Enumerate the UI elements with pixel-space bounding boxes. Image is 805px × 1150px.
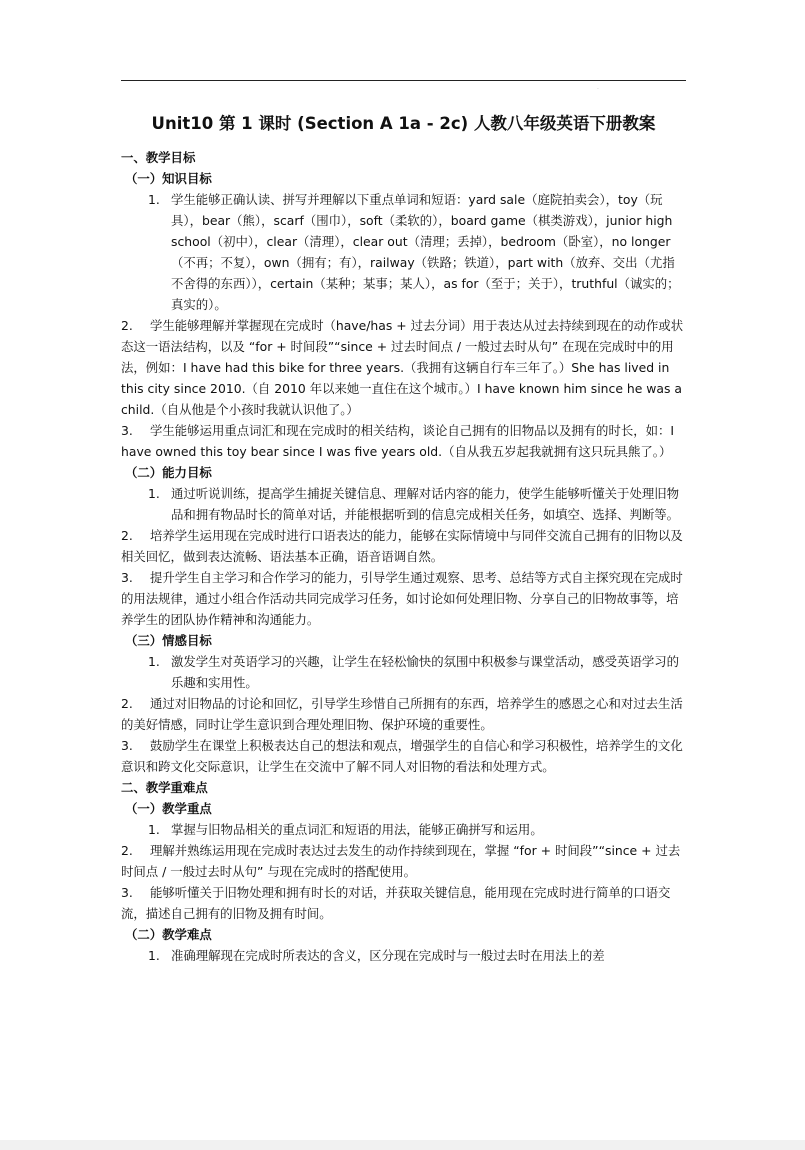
list-item	[121, 819, 686, 840]
paragraph-number: 2.	[121, 318, 133, 333]
paragraph-number: 2.	[121, 528, 133, 543]
paragraph-text: 培养学生运用现在完成时进行口语表达的能力，能够在实际情境中与同伴交流自己拥有的旧物以及相关回忆，做到表达流畅、语法基本正确，语音语调自然。	[121, 528, 683, 564]
list-item	[121, 483, 686, 525]
subsection-heading: （三）情感目标	[125, 633, 212, 648]
paragraph	[121, 840, 686, 882]
document-title: Unit10 第 1 课时 (Section A 1a - 2c) 人教八年级英语下册教案	[151, 114, 656, 133]
subsection-heading: （二）能力目标	[125, 465, 212, 480]
subsection-heading: （一）知识目标	[125, 171, 212, 186]
paragraph-text: 提升学生自主学习和合作学习的能力，引导学生通过观察、思考、总结等方式自主探究现在完成时的用法规律，通过小组合作活动共同完成学习任务，如讨论如何处理旧物、分享自己的旧物故事等，培养学生的团队协作精神和沟通能力。	[121, 570, 683, 627]
subsection-heading: （一）教学重点	[125, 801, 212, 816]
list-text: 准确理解现在完成时所表达的含义，区分现在完成时与一般过去时在用法上的差	[171, 948, 605, 963]
paragraph	[121, 420, 686, 462]
paragraph	[121, 735, 686, 777]
paragraph	[121, 567, 686, 630]
paragraph-text: 鼓励学生在课堂上积极表达自己的想法和观点，增强学生的自信心和学习积极性，培养学生的文化意识和跨文化交际意识，让学生在交流中了解不同人对旧物的看法和处理方式。	[121, 738, 683, 774]
paragraph-text: 学生能够运用重点词汇和现在完成时的相关结构，谈论自己拥有的旧物品以及拥有的时长，如：I have owned this toy bear since I was five years old.（自从我五岁起我就拥有这只玩具熊了。）	[121, 423, 675, 459]
paragraph-text: 学生能够理解并掌握现在完成时（have/has + 过去分词）用于表达从过去持续到现在的动作或状态这一语法结构，以及 “for + 时间段”“since + 过去时间点 / 一般过去时从句” 在现在完成时中的用法，例如：I have had this bike for three years.（我拥有这辆自行车三年了。）She has lived in this city since 2010.（自 2010 年以来她一直住在这个城市。）I have known him since he was a child.（自从他是个小孩时我就认识他了。）	[121, 318, 684, 417]
section-heading: 一、教学目标	[121, 150, 196, 165]
paragraph	[121, 882, 686, 924]
list-number: 1.	[148, 192, 160, 207]
list-text: 通过听说训练，提高学生捕捉关键信息、理解对话内容的能力，使学生能够听懂关于处理旧物品和拥有物品时长的简单对话，并能根据听到的信息完成相关任务，如填空、选择、判断等。	[171, 486, 680, 522]
paragraph-text: 通过对旧物品的讨论和回忆，引导学生珍惜自己所拥有的东西，培养学生的感恩之心和对过去生活的美好情感，同时让学生意识到合理处理旧物、保护环境的重要性。	[121, 696, 683, 732]
page-mark: ·	[597, 86, 599, 93]
list-text: 学生能够正确认读、拼写并理解以下重点单词和短语：yard sale（庭院拍卖会），toy（玩具），bear（熊），scarf（围巾），soft（柔软的），board game（棋类游戏），junior high school（初中），clear（清理），clear out（清理；丢掉），bedroom（卧室），no longer（不再；不复），own（拥有；有），railway（铁路；铁道），part with（放弃、交出（尤指不舍得的东西）），certain（某种；某事；某人），as for（至于；关于），truthful（诚实的；真实的）。	[171, 192, 680, 312]
section-heading: 二、教学重难点	[121, 780, 208, 795]
paragraph-number: 3.	[121, 885, 133, 900]
header-rule	[121, 80, 686, 81]
paragraph-number: 3.	[121, 570, 133, 585]
paragraph-number: 2.	[121, 843, 133, 858]
list-number: 1.	[148, 486, 160, 501]
subsection-heading: （二）教学难点	[125, 927, 212, 942]
paragraph-text: 理解并熟练运用现在完成时表达过去发生的动作持续到现在，掌握 “for + 时间段”“since + 过去时间点 / 一般过去时从句” 与现在完成时的搭配使用。	[121, 843, 681, 879]
document-body	[121, 147, 686, 966]
list-item	[121, 189, 686, 315]
list-item	[121, 651, 686, 693]
list-number: 1.	[148, 948, 160, 963]
paragraph-number: 3.	[121, 423, 133, 438]
paragraph-number: 3.	[121, 738, 133, 753]
list-number: 1.	[148, 654, 160, 669]
paragraph	[121, 315, 686, 420]
paragraph-text: 能够听懂关于旧物处理和拥有时长的对话，并获取关键信息，能用现在完成时进行简单的口语交流，描述自己拥有的旧物及拥有时间。	[121, 885, 671, 921]
list-text: 掌握与旧物品相关的重点词汇和短语的用法，能够正确拼写和运用。	[171, 822, 543, 837]
paragraph	[121, 693, 686, 735]
page-bottom-band	[0, 1140, 805, 1150]
list-number: 1.	[148, 822, 160, 837]
paragraph-number: 2.	[121, 696, 133, 711]
list-text: 激发学生对英语学习的兴趣，让学生在轻松愉快的氛围中积极参与课堂活动，感受英语学习的乐趣和实用性。	[171, 654, 680, 690]
list-item	[121, 945, 686, 966]
paragraph	[121, 525, 686, 567]
